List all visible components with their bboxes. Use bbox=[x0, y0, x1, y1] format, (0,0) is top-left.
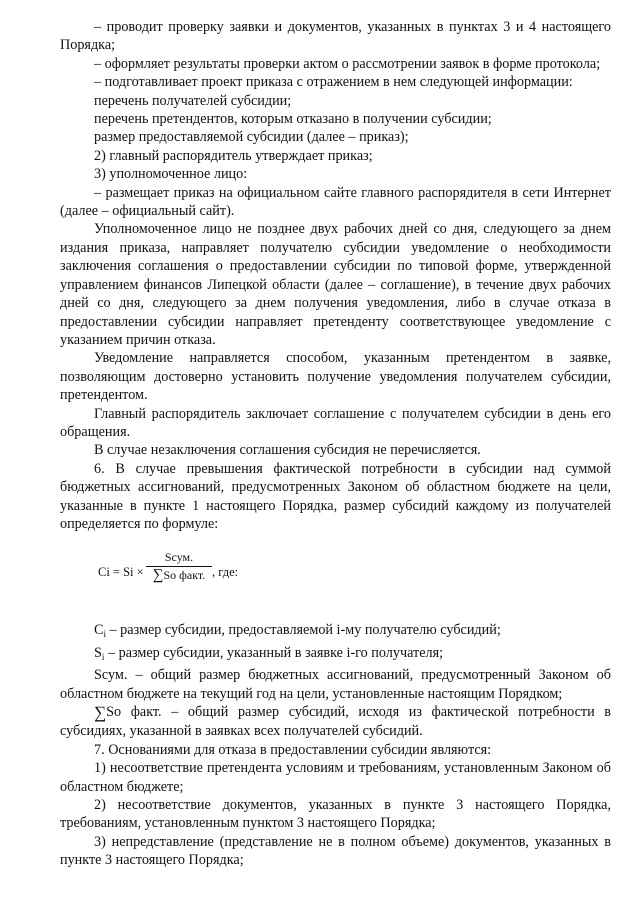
symbol: So факт. bbox=[106, 704, 162, 720]
paragraph: – размещает приказ на официальном сайте главного распорядителя в сети Интернет (далее – официальный сайт). bbox=[60, 184, 611, 220]
definition bbox=[60, 621, 611, 643]
paragraph: перечень получателей субсидии; bbox=[94, 92, 292, 109]
formula-denominator-text: So факт. bbox=[163, 568, 206, 583]
paragraph: 6. В случае превышения фактической потребности в субсидии над суммой бюджетных ассигнований, предусмотренных Законом об областном бюджете на цели, указанные в пункте 1 настоящего Порядка, размер субсидий каждому из получателей определяется по формуле: bbox=[60, 460, 611, 532]
formula-rhs: , где: bbox=[212, 565, 239, 580]
paragraph: В случае незаключения соглашения субсидия не перечисляется. bbox=[94, 442, 481, 459]
subscript: i bbox=[101, 651, 105, 662]
formula-denominator bbox=[146, 567, 212, 583]
paragraph: перечень претендентов, которым отказано в получении субсидии; bbox=[94, 111, 492, 128]
subscript: i bbox=[103, 629, 106, 640]
formula-lhs: Ci = Si × bbox=[98, 565, 144, 580]
paragraph: размер предоставляемой субсидии (далее – приказ); bbox=[94, 129, 409, 146]
list-item: 2) несоответствие документов, указанных в пункте 3 настоящего Порядка, требованиям, установленным пунктом 3 настоящего Порядка; bbox=[60, 797, 611, 832]
paragraph: Уведомление направляется способом, указанным претендентом в заявке, позволяющим достоверно установить получение уведомления получателем субсидии, претендентом. bbox=[60, 350, 611, 404]
paragraph: Уполномоченное лицо не позднее двух рабочих дней со дня, следующего за днем издания приказа, направляет получателю субсидии уведомление о необходимости заключения соглашения о предоставлении субсидии по типовой форме, утвержденной управлением финансов Липецкой области (далее – соглашение), в течение двух рабочих дней со дня, следующего за днем получения уведомления, либо в случае отказа в предоставлении субсидии направляет претенденту соответствующее уведомление с указанием причин отказа. bbox=[60, 221, 611, 348]
paragraph: Главный распорядитель заключает соглашение с получателем субсидии в день его обращения. bbox=[60, 405, 611, 440]
paragraph: – подготавливает проект приказа с отражением в нем следующей информации: bbox=[94, 74, 573, 91]
sigma-symbol: ∑ bbox=[94, 703, 107, 722]
formula-numerator: Sсум. bbox=[146, 549, 212, 567]
definition-text: – общий размер субсидий, исходя из фактической потребности в субсидиях, указанной в заявках всех получателей субсидий. bbox=[60, 704, 612, 740]
paragraph: 7. Основаниями для отказа в предоставлении субсидии являются: bbox=[94, 741, 492, 758]
definition bbox=[60, 703, 611, 741]
document-page bbox=[60, 18, 611, 870]
list-item: 3) непредставление (представление не в полном объеме) документов, указанных в пункте 3 настоящего Порядка; bbox=[60, 833, 611, 869]
definition-text: – размер субсидии, предоставляемой i-му получателю субсидий; bbox=[105, 622, 501, 639]
paragraph: 2) главный распорядитель утверждает приказ; bbox=[94, 147, 373, 164]
formula-fraction bbox=[146, 549, 212, 583]
paragraph: – оформляет результаты проверки актом о рассмотрении заявок в форме протокола; bbox=[94, 55, 601, 72]
paragraph: – проводит проверку заявки и документов, указанных в пунктах 3 и 4 настоящего Порядка; bbox=[60, 19, 611, 54]
paragraph: 3) уполномоченное лицо: bbox=[94, 166, 248, 183]
sigma-symbol: ∑ bbox=[152, 567, 164, 584]
symbol: S bbox=[94, 644, 102, 661]
list-item: 1) несоответствие претендента условиям и требованиям, установленным Законом об областном бюджете; bbox=[60, 760, 611, 795]
definition bbox=[60, 644, 611, 666]
definition-text: – размер субсидии, указанный в заявке i-го получателя; bbox=[104, 644, 444, 661]
formula bbox=[60, 543, 611, 601]
definition: Sсум. – общий размер бюджетных ассигнований, предусмотренный Законом об областном бюджете на текущий год на цели, установленные настоящим Порядком; bbox=[60, 667, 611, 702]
symbol: C bbox=[94, 622, 104, 639]
